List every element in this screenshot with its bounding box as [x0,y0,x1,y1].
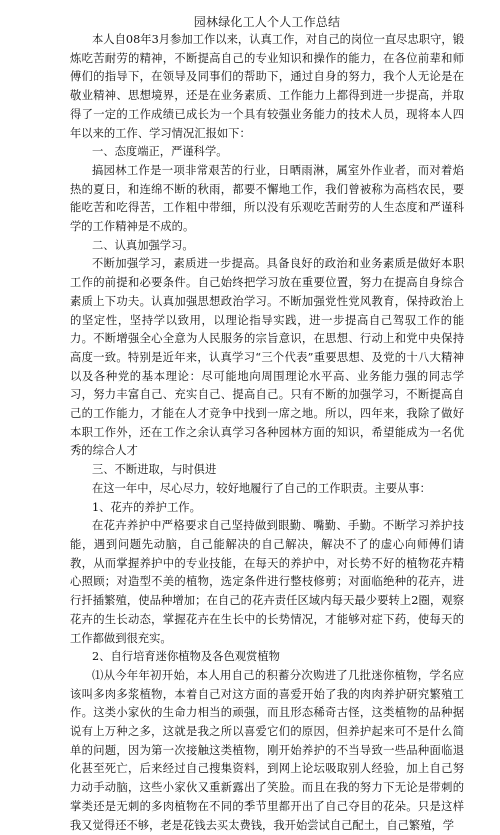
subheading-flower-care: 1、花卉的养护工作。 [92,500,201,514]
flower-care-paragraph: 在花卉养护中严格要求自己坚持做到眼勤、嘴勤、手勤。不断学习养护技能，遇到问题先动脑，自己能解决的自己解决，解决不了的虚心向师傅们请教，从而掌握养护中的专业技能，在每天的养护中，对长势不好的植物花卉精心照顾；对造型不美的植物，选定条件进行整枝修剪；对面临绝种的花卉，进行扦插繁殖，使品种增加；在自己的花卉责任区域内每天最少要转上2圈，观察花卉的生长动态，掌握花卉在生长中的长势情况，才能够对症下药，使每天的工作都做到很充实。 [70,519,464,645]
attitude-paragraph: 搞园林工作是一项非常艰苦的行业，日晒雨淋，属室外作业者，而对着焰热的夏日，和连绵不断的秋雨，都要不懈地工作，我们曾被称为高档农民，要能吃苦和吃得苦，工作粗中带细，所以没有乐观吃苦耐劳的人生态度和严谨科学的工作精神是不成的。 [70,163,464,234]
progress-intro-paragraph: 在这一年中，尽心尽力，较好地履行了自己的工作职责。主要从事： [92,481,431,495]
subheading-mini-plants: 2、自行培育迷你植物及各色观赏植物 [92,650,280,664]
section-heading-attitude: 一、态度端正，严谨科学。 [92,145,228,159]
section-heading-progress: 三、不断进取，与时俱进 [92,463,217,477]
section-heading-study: 二、认真加强学习。 [92,238,194,252]
mini-plants-paragraph: ⑴从今年年初开始，本人用自己的积蓄分次购进了几批迷你植物，学名应该叫多肉多浆植物，本着自己对这方面的喜爱开始了我的肉肉养护研究繁殖工作。这类小家伙的生命力相当的顽强，而且形态稀奇古怪，这类植物的品种据说有上万种之多，这就是我之所以喜爱它们的原因，但养护起来可不是什么简单的问题，因为第一次接触这类植物，刚开始养护的不当导致一些品种面临退化甚至死亡，后来经过自己搜集资料，到网上论坛吸取别人经验，加上自己努力动手动脑，这些小家伙又重新露出了笑脸。而且在我的努力下无论是带刺的掌类还是无刺的多肉植物在不同的季节里都开出了自己夺目的花朵。只是这样我又觉得还不够，老是花钱去买太费钱，我开始尝试自己配土，自己繁殖，学 [70,668,464,832]
document-title: 园林绿化工人个人工作总结 [193,15,341,29]
intro-paragraph: 本人自08年3月参加工作以来，认真工作，对自己的岗位一直尽忠职守，锻炼吃苦耐劳的精神，不断提高自己的专业知识和操作的能力，在各位前辈和师傅们的指导下，在领导及同事们的帮助下，通过自身的努力，我个人无论是在敬业精神、思想境界，还是在业务素质、工作能力上都得到进一步提高，并取得了一定的工作成绩已成长为一个具有较强业务能力的技术人员，现将本人四年以来的工作、学习情况汇报如下： [70,33,464,140]
study-paragraph: 不断加强学习，素质进一步提高。具备良好的政治和业务素质是做好本职工作的前提和必要条件。自己始终把学习放在重要位置，努力在提高自身综合素质上下功夫。认真加强思想政治学习。不断加强党性党风教育，保持政治上的坚定性，坚持学以致用，以理论指导实践，进一步提高自己驾驭工作的能力。不断增强全心全意为人民服务的宗旨意识，在思想、行动上和党中央保持高度一致。特别是近年来，认真学习“三个代表”重要思想、及党的十八大精神以及各种党的基本理论：尽可能地向周围理论水平高、业务能力强的同志学习，努力丰富自己、充实自己、提高自己。只有不断的加强学习，不断提高自己的工作能力，才能在人才竞争中找到一席之地。所以，四年来，我除了做好本职工作外，还在工作之余认真学习各种园林方面的知识，希望能成为一名优秀的综合人才 [70,257,464,458]
